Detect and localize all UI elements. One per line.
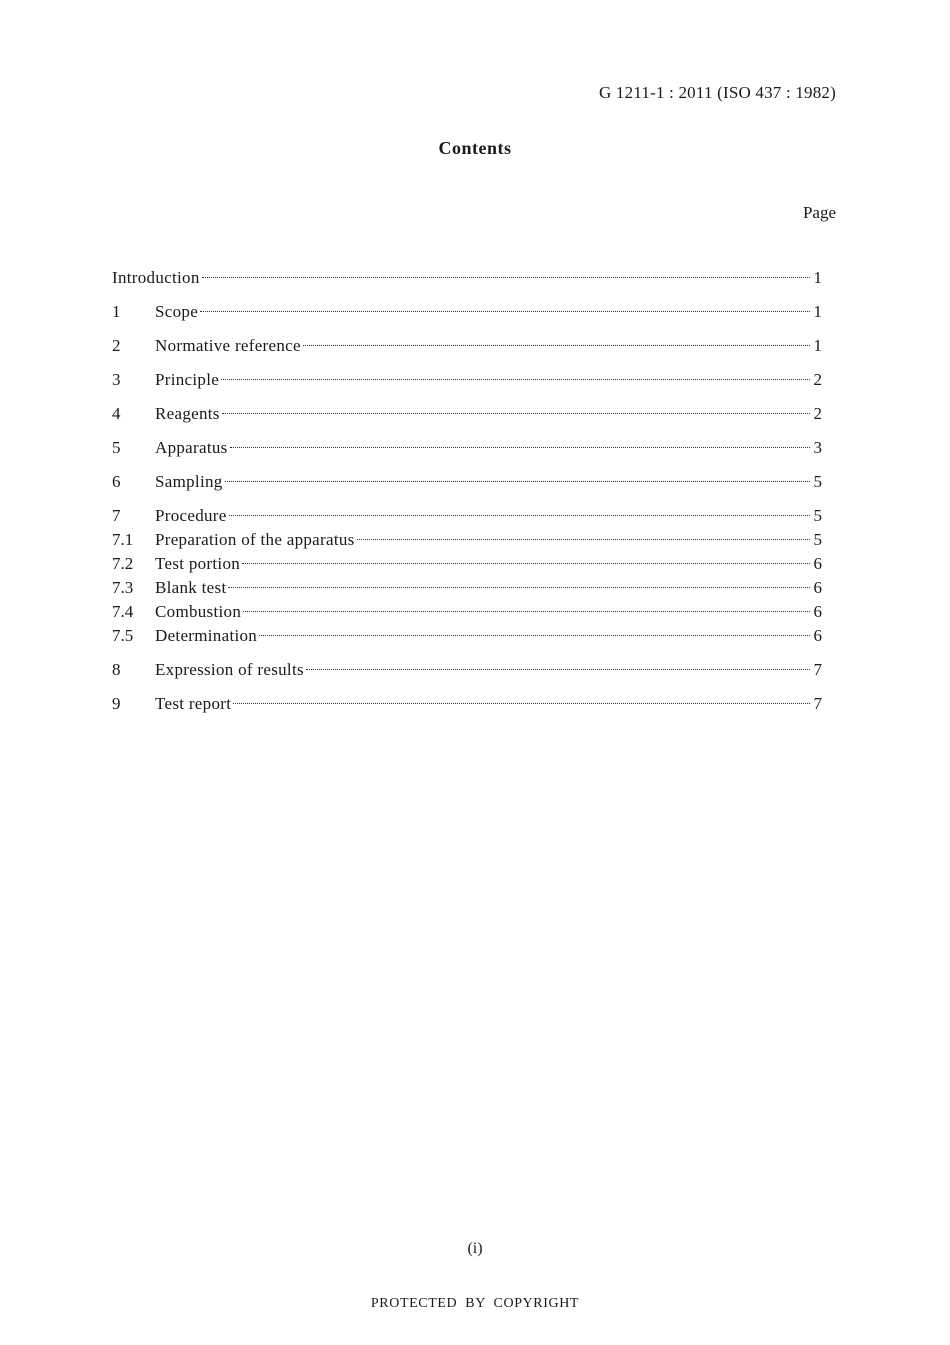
dot-leader [233, 703, 810, 704]
toc-entry-number: 6 [112, 472, 121, 491]
toc-entry-introduction[interactable] [112, 266, 822, 290]
toc-entry-combustion[interactable] [112, 600, 822, 624]
document-code: G 1211-1 : 2011 (ISO 437 : 1982) [599, 83, 836, 102]
toc-entry-page: 2 [813, 370, 822, 389]
dot-leader [202, 277, 810, 278]
toc-entry-number: 5 [112, 438, 121, 457]
toc-entry-title: Scope [155, 302, 199, 321]
toc-entry-page: 5 [813, 472, 822, 491]
dot-leader [259, 635, 810, 636]
toc-entry-determination[interactable] [112, 624, 822, 648]
toc-entry-number: 7 [112, 506, 121, 525]
dot-leader [243, 611, 810, 612]
toc-entry-number: 2 [112, 336, 121, 355]
toc-entry-page: 5 [813, 506, 822, 525]
toc-entry-page: 7 [813, 660, 822, 679]
toc-entry-title: Reagents [155, 404, 220, 423]
toc-entry-page: 1 [813, 336, 822, 355]
page-column-label: Page [802, 203, 836, 222]
page-title: Contents [438, 138, 512, 158]
toc-entry-title: Test portion [155, 554, 241, 573]
toc-entry-page: 3 [813, 438, 822, 457]
toc-entry-title: Determination [155, 626, 258, 645]
toc-entry-procedure[interactable] [112, 504, 822, 528]
toc-entry-number: 4 [112, 404, 121, 423]
toc-entry-sampling[interactable] [112, 470, 822, 494]
dot-leader [225, 481, 810, 482]
toc-entry-page: 7 [813, 694, 822, 713]
toc-entry-title: Expression of results [155, 660, 304, 679]
toc-entry-number: 9 [112, 694, 121, 713]
toc-entry-title: Preparation of the apparatus [155, 530, 355, 549]
toc-entry-title: Apparatus [155, 438, 228, 457]
toc-entry-number: 8 [112, 660, 121, 679]
dot-leader [306, 669, 810, 670]
toc-entry-normative-reference[interactable] [112, 334, 822, 358]
dot-leader [200, 311, 810, 312]
toc-entry-title: Sampling [155, 472, 223, 491]
toc-entry-page: 6 [813, 626, 822, 645]
toc-entry-page: 5 [813, 530, 822, 549]
toc-entry-apparatus[interactable] [112, 436, 822, 460]
toc-entry-title: Blank test [155, 578, 227, 597]
toc-entry-page: 2 [813, 404, 822, 423]
dot-leader [357, 539, 810, 540]
toc-entry-title: Principle [155, 370, 220, 389]
dot-leader [222, 413, 810, 414]
dot-leader [230, 447, 810, 448]
toc-entry-title: Combustion [155, 602, 242, 621]
toc-entry-page: 6 [813, 602, 822, 621]
copyright-notice: PROTECTED BY COPYRIGHT [370, 1296, 580, 1311]
toc-entry-number: 7.3 [112, 578, 134, 597]
toc-entry-expression-of-results[interactable] [112, 658, 822, 682]
toc-entry-number: 7.4 [112, 602, 134, 621]
toc-entry-number: 1 [112, 302, 121, 321]
dot-leader [229, 515, 810, 516]
toc-entry-title: Test report [155, 694, 232, 713]
toc-entry-scope[interactable] [112, 300, 822, 324]
toc-entry-title: Normative reference [155, 336, 301, 355]
toc-entry-preparation-of-apparatus[interactable] [112, 528, 822, 552]
toc-entry-test-report[interactable] [112, 692, 822, 716]
toc-entry-principle[interactable] [112, 368, 822, 392]
toc-entry-number: 3 [112, 370, 121, 389]
toc-entry-reagents[interactable] [112, 402, 822, 426]
toc-entry-number: 7.2 [112, 554, 134, 573]
toc-entry-number: 7.5 [112, 626, 134, 645]
toc-entry-number: 7.1 [112, 530, 134, 549]
footer-page-number: (i) [467, 1240, 483, 1257]
toc-entry-blank-test[interactable] [112, 576, 822, 600]
dot-leader [242, 563, 810, 564]
table-of-contents [112, 266, 822, 716]
toc-entry-test-portion[interactable] [112, 552, 822, 576]
toc-entry-title: Procedure [155, 506, 227, 525]
toc-entry-page: 1 [813, 302, 822, 321]
dot-leader [303, 345, 810, 346]
dot-leader [221, 379, 810, 380]
toc-entry-page: 1 [813, 268, 822, 287]
dot-leader [228, 587, 810, 588]
toc-entry-title: Introduction [112, 268, 200, 287]
toc-entry-page: 6 [813, 578, 822, 597]
toc-entry-page: 6 [813, 554, 822, 573]
